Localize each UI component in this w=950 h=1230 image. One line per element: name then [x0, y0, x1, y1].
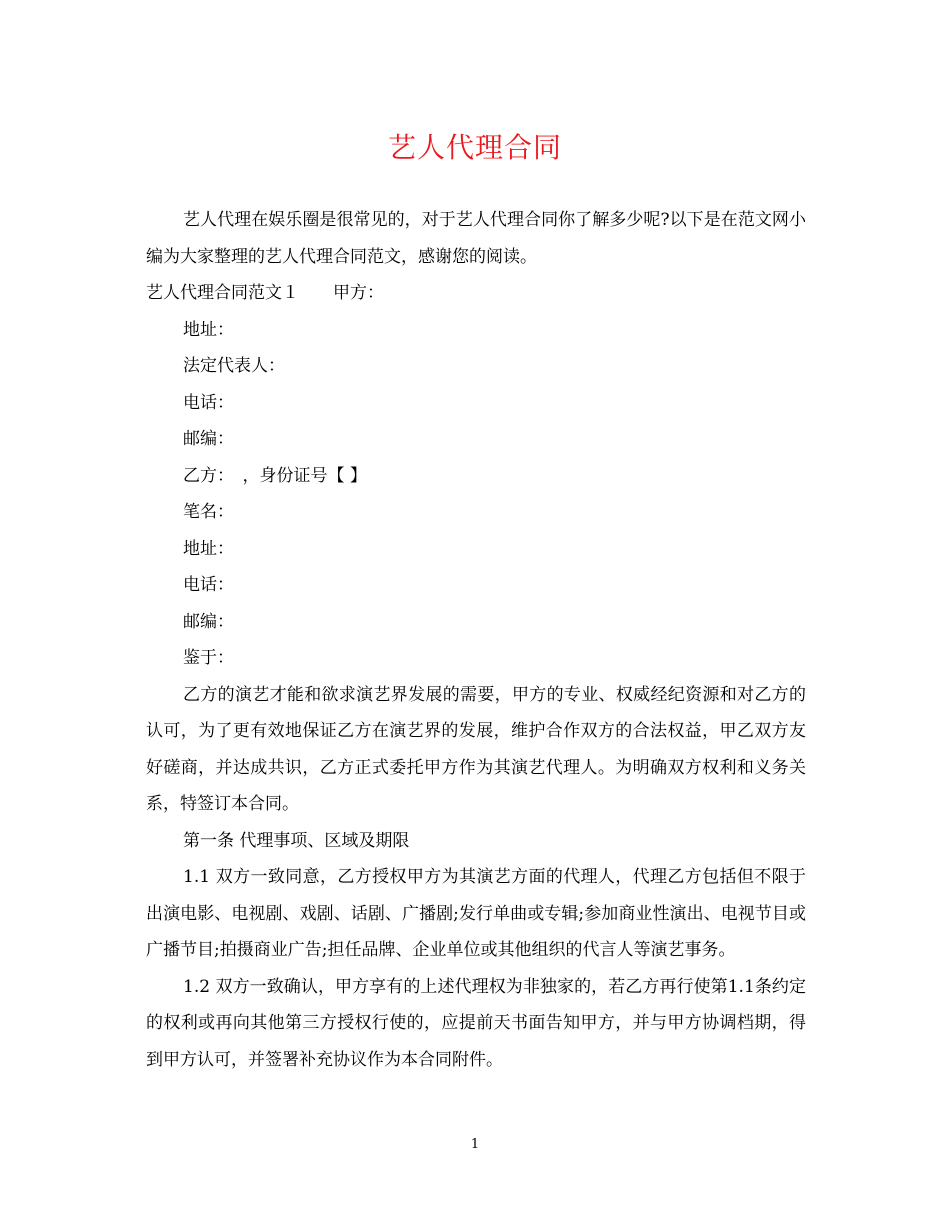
clause-1-1: 1.1 双方一致同意，乙方授权甲方为其演艺方面的代理人，代理乙方包括但不限于出演电影、电视剧、戏剧、话剧、广播剧;发行单曲或专辑;参加商业性演出、电视节目或广播节目;拍摄商业广告;担任品牌、企业单位或其他组织的代言人等演艺事务。: [146, 867, 806, 960]
party-b-pen-name-label: 笔名：: [183, 502, 234, 522]
whereas-label: 鉴于：: [183, 648, 234, 668]
intro-paragraph: 艺人代理在娱乐圈是很常见的，对于艺人代理合同你了解多少呢?以下是在范文网小编为大家整理的艺人代理合同范文，感谢您的阅读。: [146, 210, 806, 267]
party-b-postcode-label: 邮编：: [183, 611, 234, 632]
recital-paragraph: 乙方的演艺才能和欲求演艺界发展的需要，甲方的专业、权威经纪资源和对乙方的认可，为了更有效地保证乙方在演艺界的发展，维护合作双方的合法权益，甲乙双方友好磋商，并达成共识，乙方正式委托甲方作为其演艺代理人。为明确双方权利和义务关系，特签订本合同。: [146, 684, 806, 814]
sample-heading: 艺人代理合同范文１ 甲方：: [146, 283, 384, 303]
party-b-phone-label: 电话：: [183, 575, 234, 595]
document-body: [146, 202, 806, 1078]
party-a-postcode-label: 邮编：: [183, 429, 234, 449]
document-title: 艺人代理合同: [387, 131, 562, 164]
party-a-phone-label: 电话：: [183, 392, 234, 413]
party-a-address-label: 地址：: [183, 319, 234, 340]
page-number: 1: [470, 1137, 480, 1152]
clause-1-2: 1.2 双方一致确认，甲方享有的上述代理权为非独家的，若乙方再行使第1.1条约定的权利或再向其他第三方授权行使的，应提前天书面告知甲方，并与甲方协调档期，得到甲方认可，并签署补充协议作为本合同附件。: [146, 976, 806, 1070]
party-a-legal-representative-label: 法定代表人：: [183, 356, 285, 376]
party-b-address-label: 地址：: [183, 538, 234, 559]
article-1-heading: 第一条 代理事项、区域及期限: [183, 830, 410, 851]
party-b-line: 乙方： ，身份证号【 】: [183, 465, 367, 486]
